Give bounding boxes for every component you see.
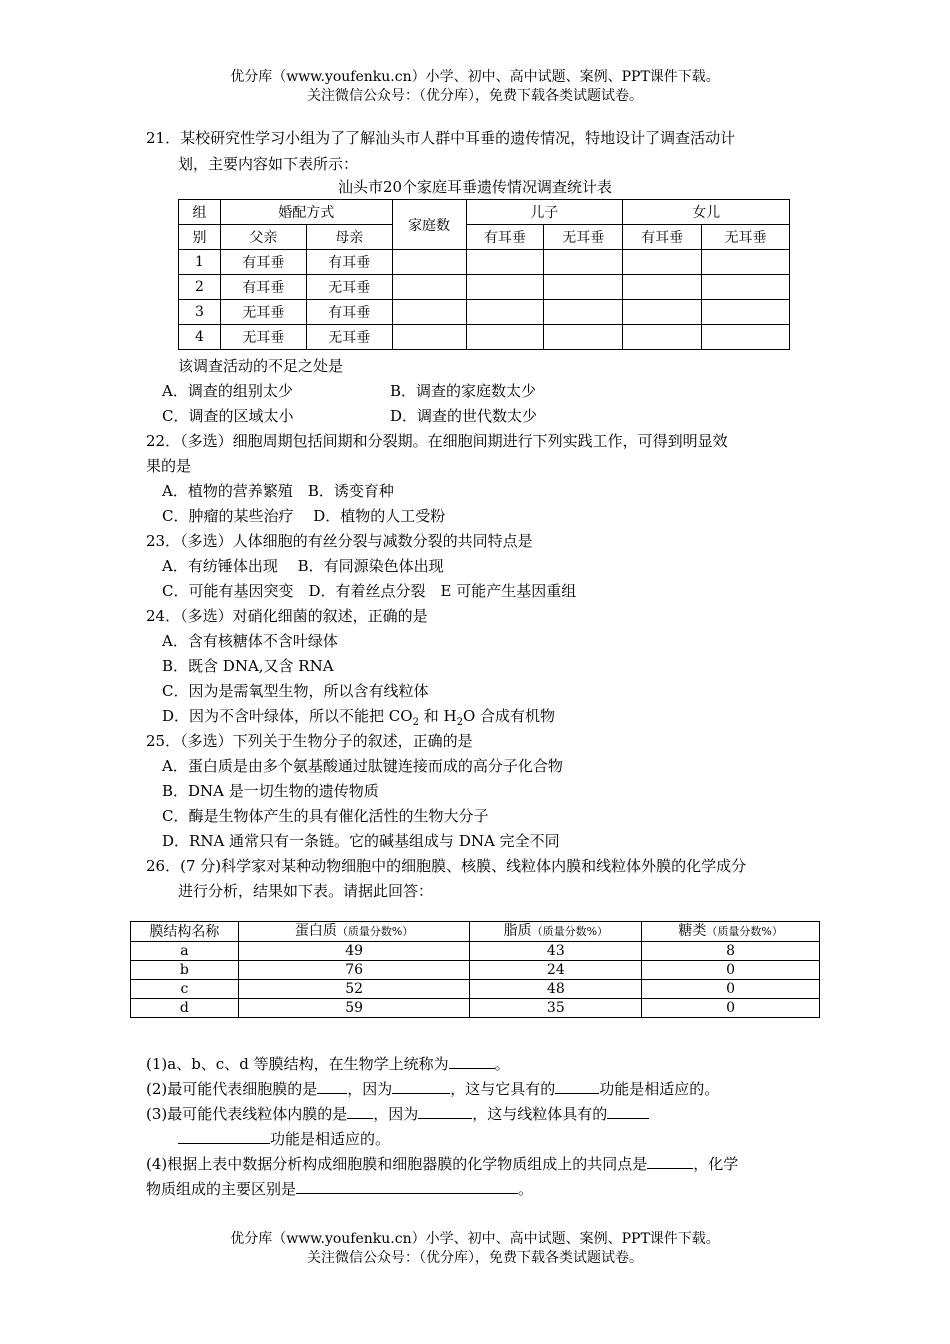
answer-blank[interactable] [647,1154,693,1169]
cell-name: a [131,942,239,961]
answer-blank[interactable] [347,1104,373,1119]
q26-sub-1: (1)a、b、c、d 等膜结构，在生物学上统称为 。 [146,1055,510,1073]
header-daughter-no: 无耳垂 [702,225,790,250]
q21-stem-1: 21．某校研究性学习小组为了了解汕头市人群中耳垂的遗传情况，特地设计了调查活动计 [146,129,736,147]
cell-group: 3 [179,300,221,325]
header-sugar: 糖类（质量分数%） [642,922,820,942]
cell-protein: 59 [238,999,470,1018]
table-row [179,325,790,350]
header-group-2: 别 [179,225,221,250]
cell-name: b [131,961,239,980]
header-membrane-name: 膜结构名称 [131,922,239,942]
table-row [131,999,820,1018]
membrane-composition-table [130,921,820,1018]
cell-lipid: 43 [470,942,642,961]
table-row [131,980,820,999]
header-mother: 母亲 [306,225,392,250]
cell-lipid: 35 [470,999,642,1018]
answer-blank[interactable] [555,1079,599,1094]
q24-option-d: D．因为不含叶绿体，所以不能把 $CO_2$ 和 $H_2O$ 合成有机物 [162,707,556,728]
cell-protein: 49 [238,942,470,961]
cell-name: c [131,980,239,999]
q25-option-c: C．酶是生物体产生的具有催化活性的生物大分子 [162,807,489,825]
cell-mother: 有耳垂 [306,250,392,275]
answer-blank[interactable] [392,1079,450,1094]
q26-stem-1: 26．(7 分)科学家对某种动物细胞中的细胞膜、核膜、线粒体内膜和线粒体外膜的化学成分 [146,857,747,875]
cell-father: 有耳垂 [220,275,306,300]
q22-stem-1: 22．（多选）细胞周期包括间期和分裂期。在细胞间期进行下列实践工作，可得到明显效 [146,432,728,450]
cell-protein: 52 [238,980,470,999]
q25-option-b: B．DNA 是一切生物的遗传物质 [162,782,379,800]
q21-option-c: C．调查的区域太小 [162,407,294,425]
q23-options-ab: A．有纺锤体出现 B．有同源染色体出现 [162,557,444,575]
answer-blank[interactable] [607,1104,649,1119]
answer-blank[interactable] [296,1179,518,1194]
header-line-2: 关注微信公众号：（优分库），免费下载各类试题试卷。 [307,88,643,104]
cell-mother: 无耳垂 [306,325,392,350]
q23-stem: 23．（多选）人体细胞的有丝分裂与减数分裂的共同特点是 [146,532,533,550]
q24-option-b: B．既含 DNA,又含 RNA [162,657,334,675]
q25-option-d: D．RNA 通常只有一条链。它的碱基组成与 DNA 完全不同 [162,832,560,850]
cell-lipid: 24 [470,961,642,980]
q23-options-cde: C．可能有基因突变 D．有着丝点分裂 E 可能产生基因重组 [162,582,577,600]
footer-line-1: 优分库（www.youfenku.cn）小学、初中、高中试题、案例、PPT课件下载。 [230,1231,720,1247]
q26-stem-2: 进行分析，结果如下表。请据此回答： [178,882,434,900]
cell-group: 4 [179,325,221,350]
cell-mother: 无耳垂 [306,275,392,300]
answer-blank[interactable] [449,1054,495,1069]
q21-stem-2: 划，主要内容如下表所示： [178,155,359,173]
q21-option-b: B．调查的家庭数太少 [390,382,537,400]
cell-sugar: 0 [642,980,820,999]
q26-sub-4: (4)根据上表中数据分析构成细胞膜和细胞器膜的化学物质组成上的共同点是 ，化学 [146,1155,739,1173]
q26-sub-4-cont: 物质组成的主要区别是 。 [146,1180,534,1198]
cell-group: 1 [179,250,221,275]
q24-option-c: C．因为是需氧型生物，所以含有线粒体 [162,682,429,700]
cell-lipid: 48 [470,980,642,999]
q21-option-a: A．调查的组别太少 [162,382,293,400]
ear-lobe-survey-table [178,199,790,350]
header-group-1: 组 [179,200,221,225]
table-row [131,942,820,961]
q24-option-a: A．含有核糖体不含叶绿体 [162,632,338,650]
cell-group: 2 [179,275,221,300]
cell-sugar: 8 [642,942,820,961]
cell-name: d [131,999,239,1018]
table-row [131,961,820,980]
table-row [179,300,790,325]
cell-protein: 76 [238,961,470,980]
q26-sub-3: (3)最可能代表线粒体内膜的是 ，因为 ，这与线粒体具有的 [146,1104,649,1124]
answer-blank[interactable] [317,1079,347,1094]
q21-table-title: 汕头市20个家庭耳垂遗传情况调查统计表 [337,178,613,196]
q22-options-ab: A．植物的营养繁殖 B．诱变育种 [162,482,394,500]
table-row [179,250,790,275]
header-daughter-yes: 有耳垂 [623,225,702,250]
answer-blank[interactable] [178,1129,270,1144]
header-son-yes: 有耳垂 [466,225,544,250]
q21-prompt: 该调查活动的不足之处是 [178,357,344,375]
q26-sub-2: (2)最可能代表细胞膜的是 ，因为 ，这与它具有的 功能是相适应的。 [146,1080,720,1098]
header-families: 家庭数 [392,200,466,250]
header-son: 儿子 [466,200,623,225]
footer-line-2: 关注微信公众号：（优分库），免费下载各类试题试卷。 [307,1250,643,1266]
header-protein: 蛋白质（质量分数%） [238,922,470,942]
cell-father: 无耳垂 [220,325,306,350]
q22-stem-2: 果的是 [146,457,192,475]
q24-stem: 24．（多选）对硝化细菌的叙述，正确的是 [146,607,428,625]
answer-blank[interactable] [418,1104,472,1119]
cell-father: 有耳垂 [220,250,306,275]
q26-sub-3-cont: 功能是相适应的。 [178,1129,390,1149]
header-son-no: 无耳垂 [544,225,623,250]
cell-sugar: 0 [642,961,820,980]
q25-option-a: A．蛋白质是由多个氨基酸通过肽键连接而成的高分子化合物 [162,757,563,775]
cell-father: 无耳垂 [220,300,306,325]
header-daughter: 女儿 [623,200,790,225]
header-marriage: 婚配方式 [220,200,392,225]
header-line-1: 优分库（www.youfenku.cn）小学、初中、高中试题、案例、PPT课件下载。 [230,69,720,85]
header-father: 父亲 [220,225,306,250]
q21-option-d: D．调查的世代数太少 [390,407,538,425]
table-row [179,275,790,300]
cell-mother: 有耳垂 [306,300,392,325]
cell-sugar: 0 [642,999,820,1018]
q25-stem: 25．（多选）下列关于生物分子的叙述，正确的是 [146,732,473,750]
q22-options-cd: C．肿瘤的某些治疗 D．植物的人工受粉 [162,507,446,525]
header-lipid: 脂质（质量分数%） [470,922,642,942]
